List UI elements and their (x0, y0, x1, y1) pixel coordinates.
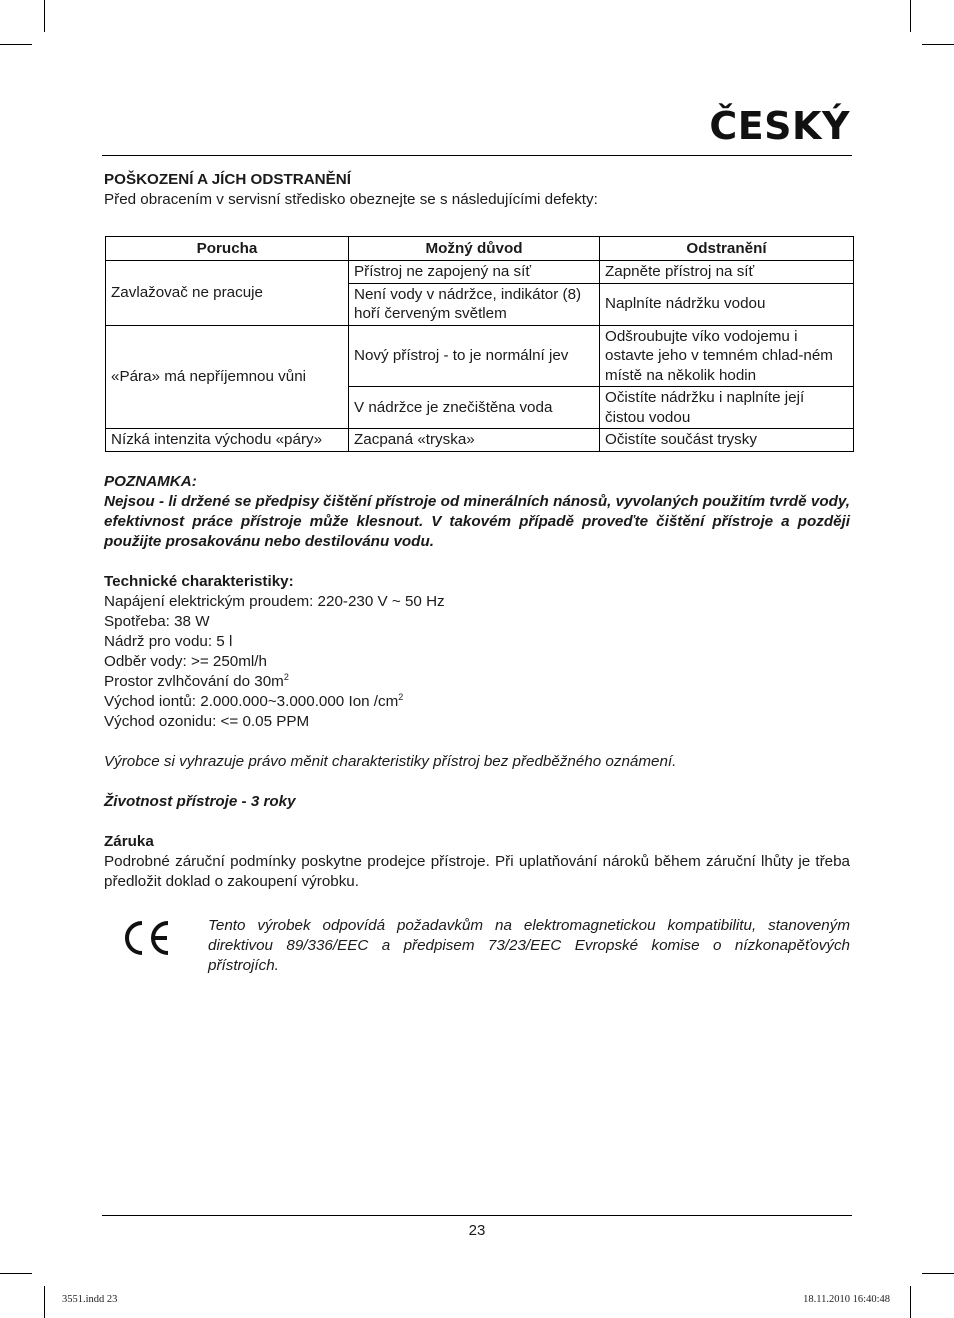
warranty-text: Podrobné záruční podmínky poskytne prodejce přístroje. Při uplatňování nároků během záruční lhůty je třeba předložit doklad o zakoupení výrobku. (104, 852, 850, 890)
spec-water-draw: Odběr vody: >= 250ml/h (104, 652, 267, 670)
column-header-fault: Porucha (106, 237, 349, 261)
spec-area-text: Prostor zvlhčování do 30m (104, 672, 284, 690)
fault-cell: «Pára» má nepříjemnou vůni (106, 325, 349, 429)
crop-mark (0, 44, 32, 45)
footer-rule (102, 1215, 852, 1216)
table-row (106, 261, 854, 284)
page-content (104, 170, 850, 976)
spec-consumption: Spotřeba: 38 W (104, 612, 210, 630)
note-text: Nejsou - li držené se předpisy čištění přístroje od minerálních nánosů, vyvolaných použitím tvrdě vody, efektivnost práce přístroje může klesnout. V takovém případě proveďte čištění přístroje a později použijte prosakovánu nebo destilovánu vodu. (104, 492, 850, 550)
remedy-cell: Odšroubujte víko vodojemu i ostavte jeho v temném chlad-ném místě na několik hodin (600, 325, 854, 387)
crop-mark (44, 0, 45, 32)
header-rule (102, 155, 852, 156)
spec-ions-superscript: 2 (398, 691, 404, 702)
cause-cell: Nový přístroj - to je normální jev (349, 325, 600, 387)
crop-mark (910, 1286, 911, 1318)
ce-text: Tento výrobek odpovídá požadavkům na elektromagnetickou kompatibilitu, stanoveným direktivou 89/336/EEC a předpisem 73/23/EEC Evropské komise o nízkonapěťových přístrojích. (208, 916, 850, 974)
table-row (106, 429, 854, 452)
column-header-remedy: Odstranění (600, 237, 854, 261)
fault-cell: Nízká intenzita východu «páry» (106, 429, 349, 452)
column-header-cause: Možný důvod (349, 237, 600, 261)
crop-mark (0, 1273, 32, 1274)
print-timestamp: 18.11.2010 16:40:48 (803, 1294, 890, 1305)
troubleshooting-heading: POŠKOZENÍ A JÍCH ODSTRANĚNÍ (104, 171, 351, 188)
remedy-cell: Zapněte přístroj na síť (600, 261, 854, 284)
spec-tank: Nádrž pro vodu: 5 l (104, 632, 233, 650)
troubleshooting-intro: Před obracením v servisní středisko obeznejte se s následujícími defekty: (104, 191, 598, 208)
fault-cell: Zavlažovač ne pracuje (106, 261, 349, 326)
page-number: 23 (468, 1222, 486, 1239)
ce-compliance (104, 916, 850, 976)
ce-mark-icon (122, 920, 172, 956)
spec-area (104, 672, 850, 692)
crop-mark (922, 1273, 954, 1274)
spec-ions (104, 692, 850, 712)
crop-mark (910, 0, 911, 32)
remedy-cell: Očistíte nádržku i naplníte její čistou vodou (600, 387, 854, 429)
manufacturer-note: Výrobce si vyhrazuje právo měnit charakteristiky přístroj bez předběžného oznámení. (104, 752, 677, 770)
crop-mark (922, 44, 954, 45)
spec-ozone: Východ ozonidu: <= 0.05 PPM (104, 712, 310, 730)
table-header-row (106, 237, 854, 261)
remedy-cell: Naplníte nádržku vodou (600, 283, 854, 325)
note-heading: POZNAMKA: (104, 472, 197, 490)
warranty-heading: Záruka (104, 832, 154, 850)
language-title: ČESKÝ (709, 104, 850, 148)
remedy-cell: Očistíte součást trysky (600, 429, 854, 452)
specs-heading: Technické charakteristiky: (104, 572, 294, 590)
lifetime-text: Životnost přístroje - 3 roky (104, 792, 296, 810)
cause-cell: Není vody v nádržce, indikátor (8) hoří červeným světlem (349, 283, 600, 325)
cause-cell: V nádržce je znečištěna voda (349, 387, 600, 429)
spec-ions-text: Východ iontů: 2.000.000~3.000.000 Ion /cm (104, 692, 399, 710)
cause-cell: Přístroj ne zapojený na síť (349, 261, 600, 284)
file-slug: 3551.indd 23 (62, 1294, 118, 1305)
cause-cell: Zacpaná «tryska» (349, 429, 600, 452)
troubleshooting-table (105, 236, 854, 452)
ce-mark-logo (104, 916, 208, 962)
crop-mark (44, 1286, 45, 1318)
table-row (106, 325, 854, 387)
spec-power-supply: Napájení elektrickým proudem: 220-230 V ~ 50 Hz (104, 592, 445, 610)
spec-area-superscript: 2 (283, 671, 289, 682)
